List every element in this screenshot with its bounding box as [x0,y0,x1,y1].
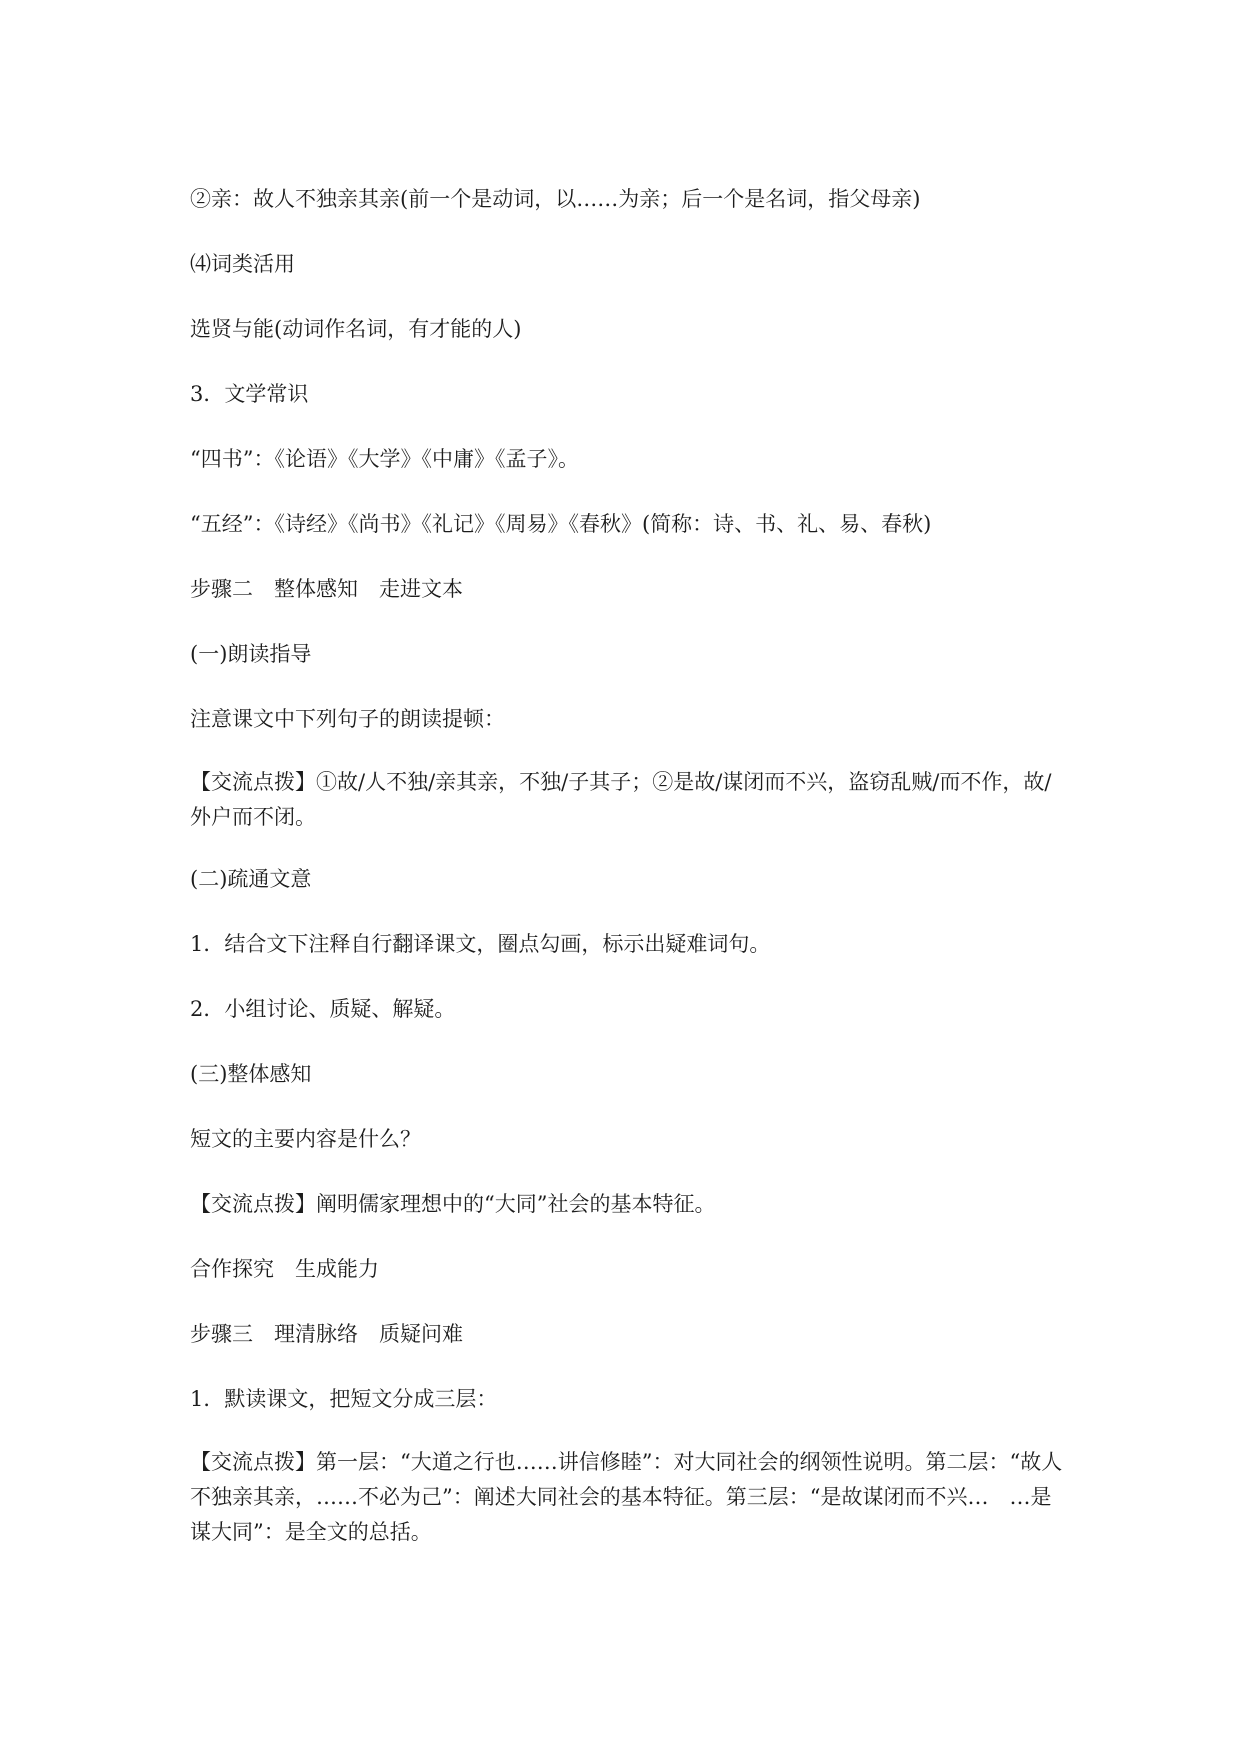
paragraph-reading-pause-note: 注意课文中下列句子的朗读提顿： [190,707,505,731]
heading-understand-meaning: (二)疏通文意 [190,867,312,891]
heading-step-three: 步骤三 理清脉络 质疑问难 [190,1322,463,1346]
paragraph-five-classics: “五经”：《诗经》《尚书》《礼记》《周易》《春秋》(简称：诗、书、礼、易、春秋) [190,512,932,536]
paragraph-four-books: “四书”：《论语》《大学》《中庸》《孟子》。 [190,447,579,471]
heading-overall-perception: (三)整体感知 [190,1062,312,1086]
paragraph-qin-definition: ②亲：故人不独亲其亲(前一个是动词，以……为亲；后一个是名词，指父母亲) [190,187,921,211]
list-item-translate: 1．结合文下注释自行翻译课文，圈点勾画，标示出疑难词句。 [190,932,771,956]
list-item-group-discussion: 2．小组讨论、质疑、解疑。 [190,997,456,1021]
paragraph-pause-exchange: 【交流点拨】①故/人不独/亲其亲，不独/子其子；②是故/谋闭而不兴，盗窃乱贼/而不作，故/外户而不闭。 [190,770,1052,829]
heading-literary-knowledge: 3．文学常识 [190,382,309,406]
heading-step-two: 步骤二 整体感知 走进文本 [190,577,463,601]
list-item-divide-layers: 1．默读课文，把短文分成三层： [190,1387,498,1411]
paragraph-xuan-xian-yu-neng: 选贤与能(动词作名词，有才能的人) [190,317,522,341]
heading-reading-guidance: (一)朗读指导 [190,642,312,666]
paragraph-layers-exchange: 【交流点拨】第一层：“大道之行也……讲信修睦”：对大同社会的纲领性说明。第二层：“故人不独亲其亲，……不必为己”：阐述大同社会的基本特征。第三层：“是故谋闭而不兴… …是谋大同”：是全文的总括。 [190,1450,1063,1544]
paragraph-main-content-answer: 【交流点拨】阐明儒家理想中的“大同”社会的基本特征。 [190,1192,716,1216]
paragraph-main-content-question: 短文的主要内容是什么？ [190,1127,421,1151]
heading-word-class-usage: ⑷词类活用 [190,252,295,276]
heading-cooperative-inquiry: 合作探究 生成能力 [190,1257,379,1281]
